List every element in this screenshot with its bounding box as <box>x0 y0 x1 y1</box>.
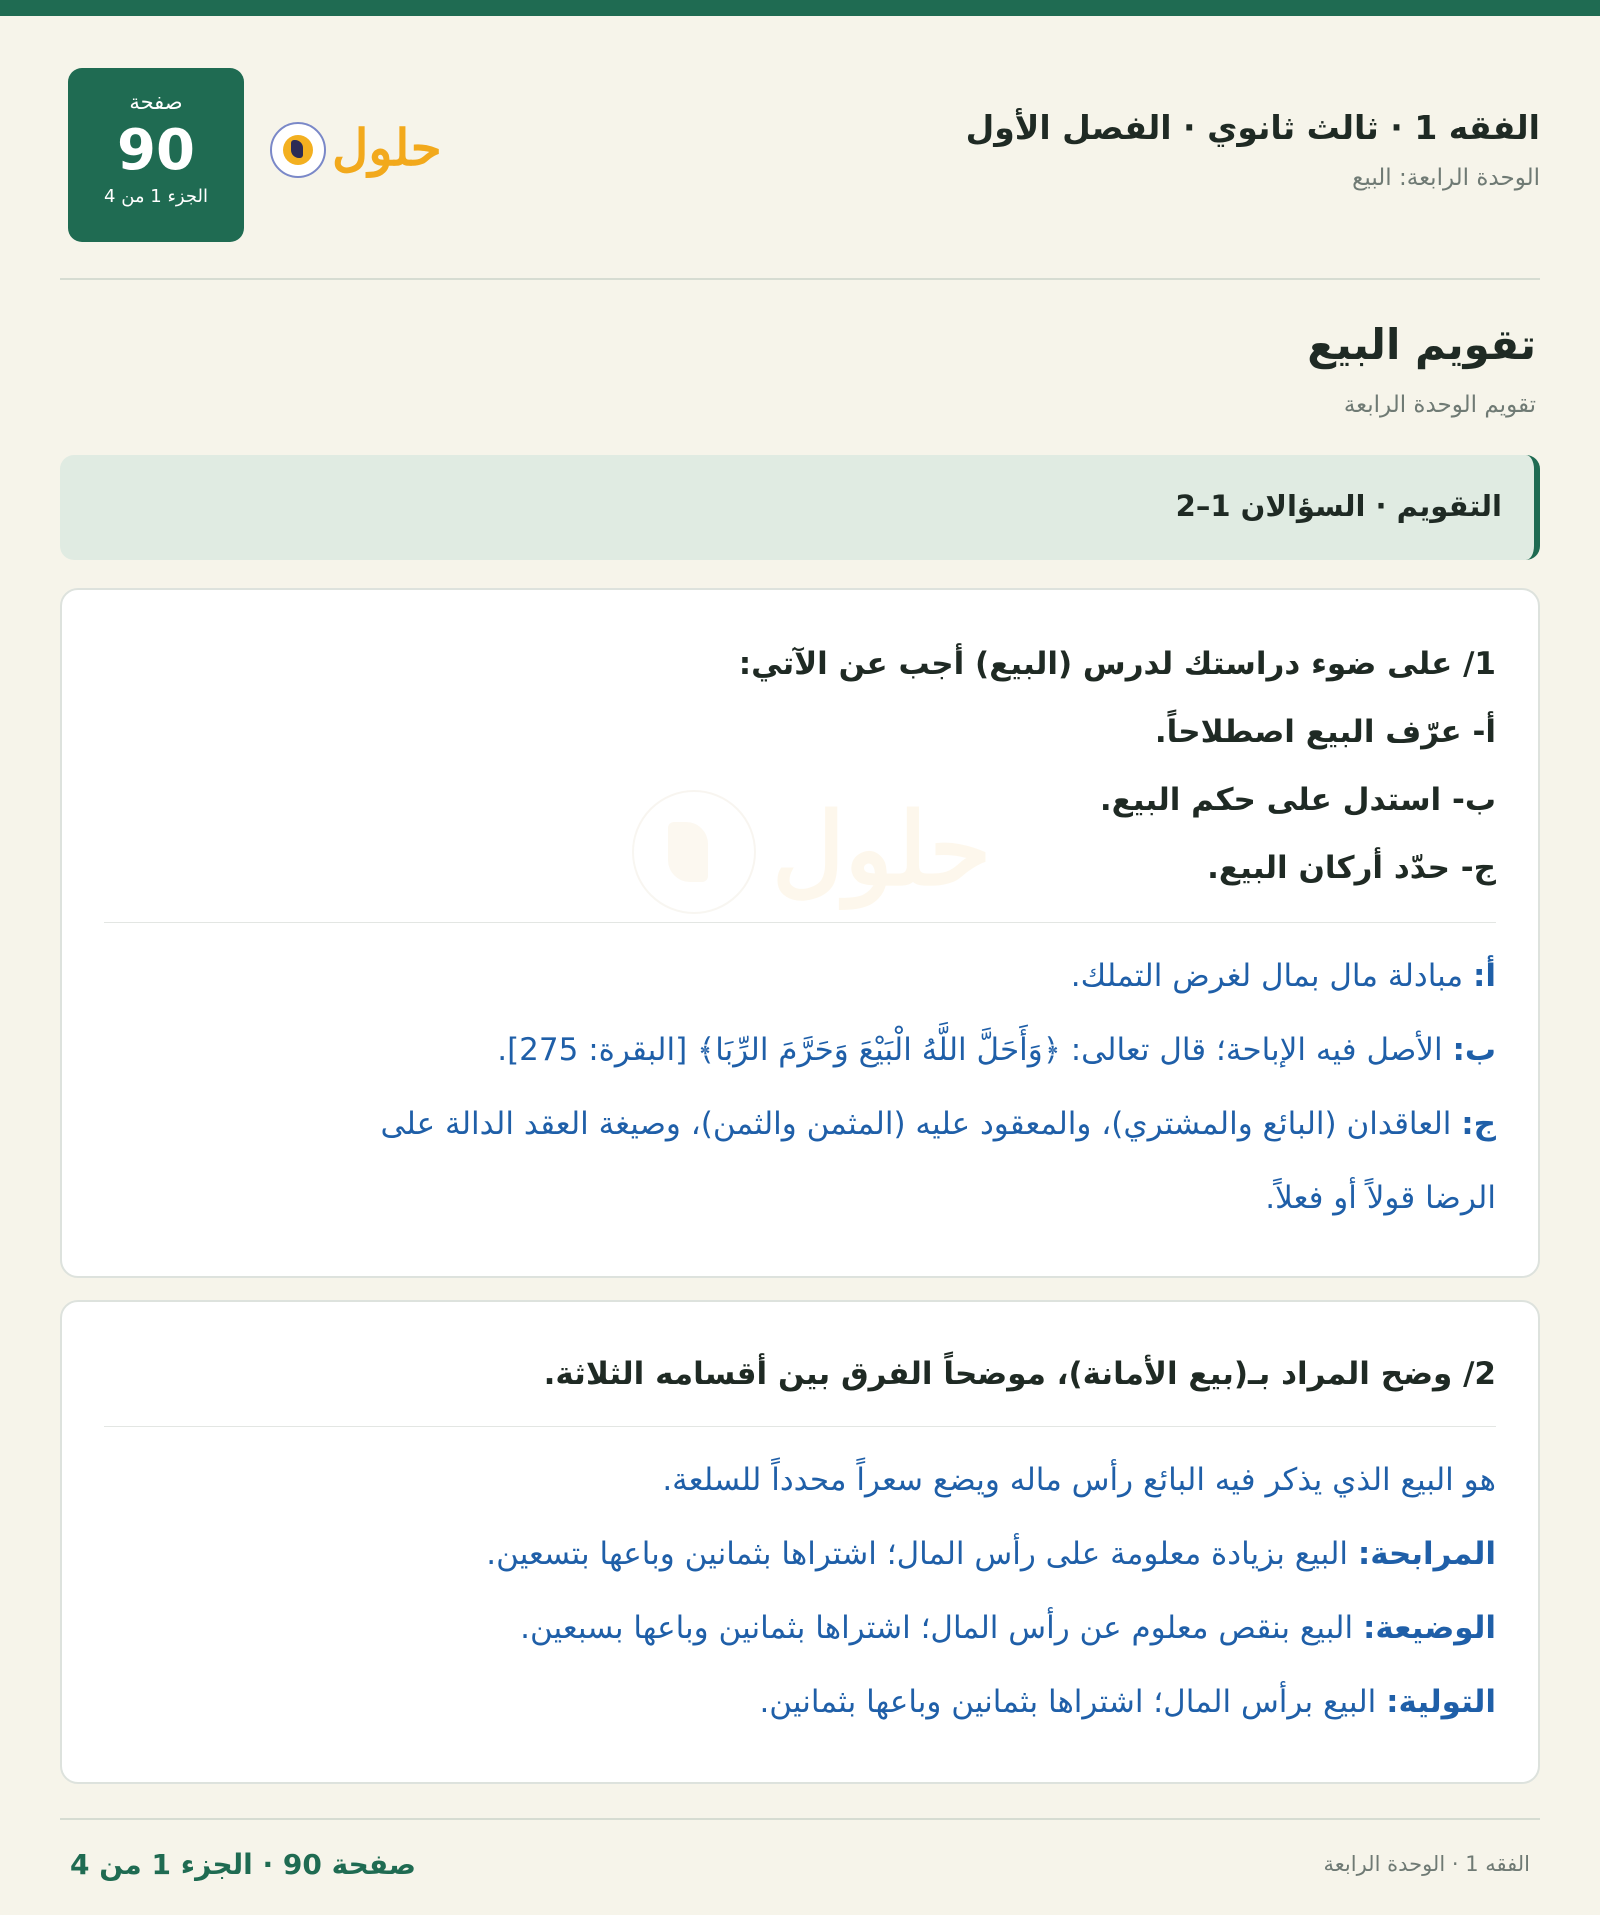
section-title: تقويم البيع <box>1307 320 1536 369</box>
question-1-part-b: ب- استدل على حكم البيع. <box>1099 782 1496 818</box>
watermark-logo <box>632 790 1052 910</box>
answer-text: البيع بزيادة معلومة على رأس المال؛ اشتراها بثمانين وباعها بتسعين. <box>486 1536 1348 1572</box>
answer-2-tawliya <box>104 1684 1496 1720</box>
question-1-part-a: أ- عرّف البيع اصطلاحاً. <box>1154 714 1496 750</box>
footer-subject-info: الفقه 1 · الوحدة الرابعة <box>1323 1852 1530 1876</box>
answer-text: العاقدان (البائع والمشتري)، والمعقود عليه (المثمن والثمن)، وصيغة العقد الدالة على <box>380 1106 1452 1142</box>
answer-key: المرابحة: <box>1357 1536 1496 1572</box>
top-accent-bar <box>0 0 1600 16</box>
answer-key: أ: <box>1472 958 1496 994</box>
banner-text: التقويم · السؤالان 1–2 <box>1175 489 1502 523</box>
card-divider <box>104 1426 1496 1427</box>
header-title: الفقه 1 · ثالث ثانوي · الفصل الأول <box>965 108 1540 147</box>
answer-key: ج: <box>1461 1106 1496 1142</box>
answer-2-wadia <box>104 1610 1496 1646</box>
answer-1-c <box>104 1106 1496 1142</box>
page-badge <box>68 68 244 242</box>
answer-1-c-continued: الرضا قولاً أو فعلاً. <box>1265 1180 1496 1216</box>
answer-key: التولية: <box>1386 1684 1496 1720</box>
watermark-text: حلول <box>772 790 992 908</box>
answer-2-murabaha <box>104 1536 1496 1572</box>
watermark-emblem-icon <box>632 790 756 914</box>
answer-text: مبادلة مال بمال لغرض التملك. <box>1070 958 1464 994</box>
answer-text: البيع برأس المال؛ اشتراها بثمانين وباعها بثمانين. <box>759 1684 1377 1720</box>
section-subtitle: تقويم الوحدة الرابعة <box>1343 392 1536 418</box>
question-1-part-c: ج- حدّد أركان البيع. <box>1207 850 1496 886</box>
answer-1-b <box>104 1032 1496 1068</box>
footer-page-info: صفحة 90 · الجزء 1 من 4 <box>70 1848 416 1881</box>
answer-1-a <box>104 958 1496 994</box>
answer-key: الوضيعة: <box>1362 1610 1496 1646</box>
hulul-logo <box>270 118 450 182</box>
questions-banner <box>60 455 1540 560</box>
answer-text: البيع بنقص معلوم عن رأس المال؛ اشتراها بثمانين وباعها بسبعين. <box>520 1610 1354 1646</box>
question-card-1 <box>60 588 1540 1278</box>
question-1-text: 1/ على ضوء دراستك لدرس (البيع) أجب عن الآتي: <box>738 646 1496 682</box>
page-number: 90 <box>117 118 195 183</box>
card-divider <box>104 922 1496 923</box>
answer-key: ب: <box>1452 1032 1496 1068</box>
logo-emblem-icon <box>270 122 326 178</box>
question-card-2 <box>60 1300 1540 1784</box>
page-badge-label: صفحة <box>129 90 183 114</box>
page-header <box>60 68 1540 242</box>
header-subtitle: الوحدة الرابعة: البيع <box>1352 165 1540 191</box>
answer-text: الأصل فيه الإباحة؛ قال تعالى: ﴿وَأَحَلَّ اللَّهُ الْبَيْعَ وَحَرَّمَ الرِّبَا﴾ [البقرة: 275]. <box>497 1032 1443 1068</box>
logo-text: حلول <box>332 118 442 177</box>
footer-divider <box>60 1818 1540 1820</box>
question-2-text: 2/ وضح المراد بـ(بيع الأمانة)، موضحاً الفرق بين أقسامه الثلاثة. <box>543 1356 1496 1392</box>
header-divider <box>60 278 1540 280</box>
answer-2-intro: هو البيع الذي يذكر فيه البائع رأس ماله ويضع سعراً محدداً للسلعة. <box>662 1462 1496 1498</box>
header-text <box>966 108 1540 191</box>
page-part: الجزء 1 من 4 <box>104 186 208 207</box>
